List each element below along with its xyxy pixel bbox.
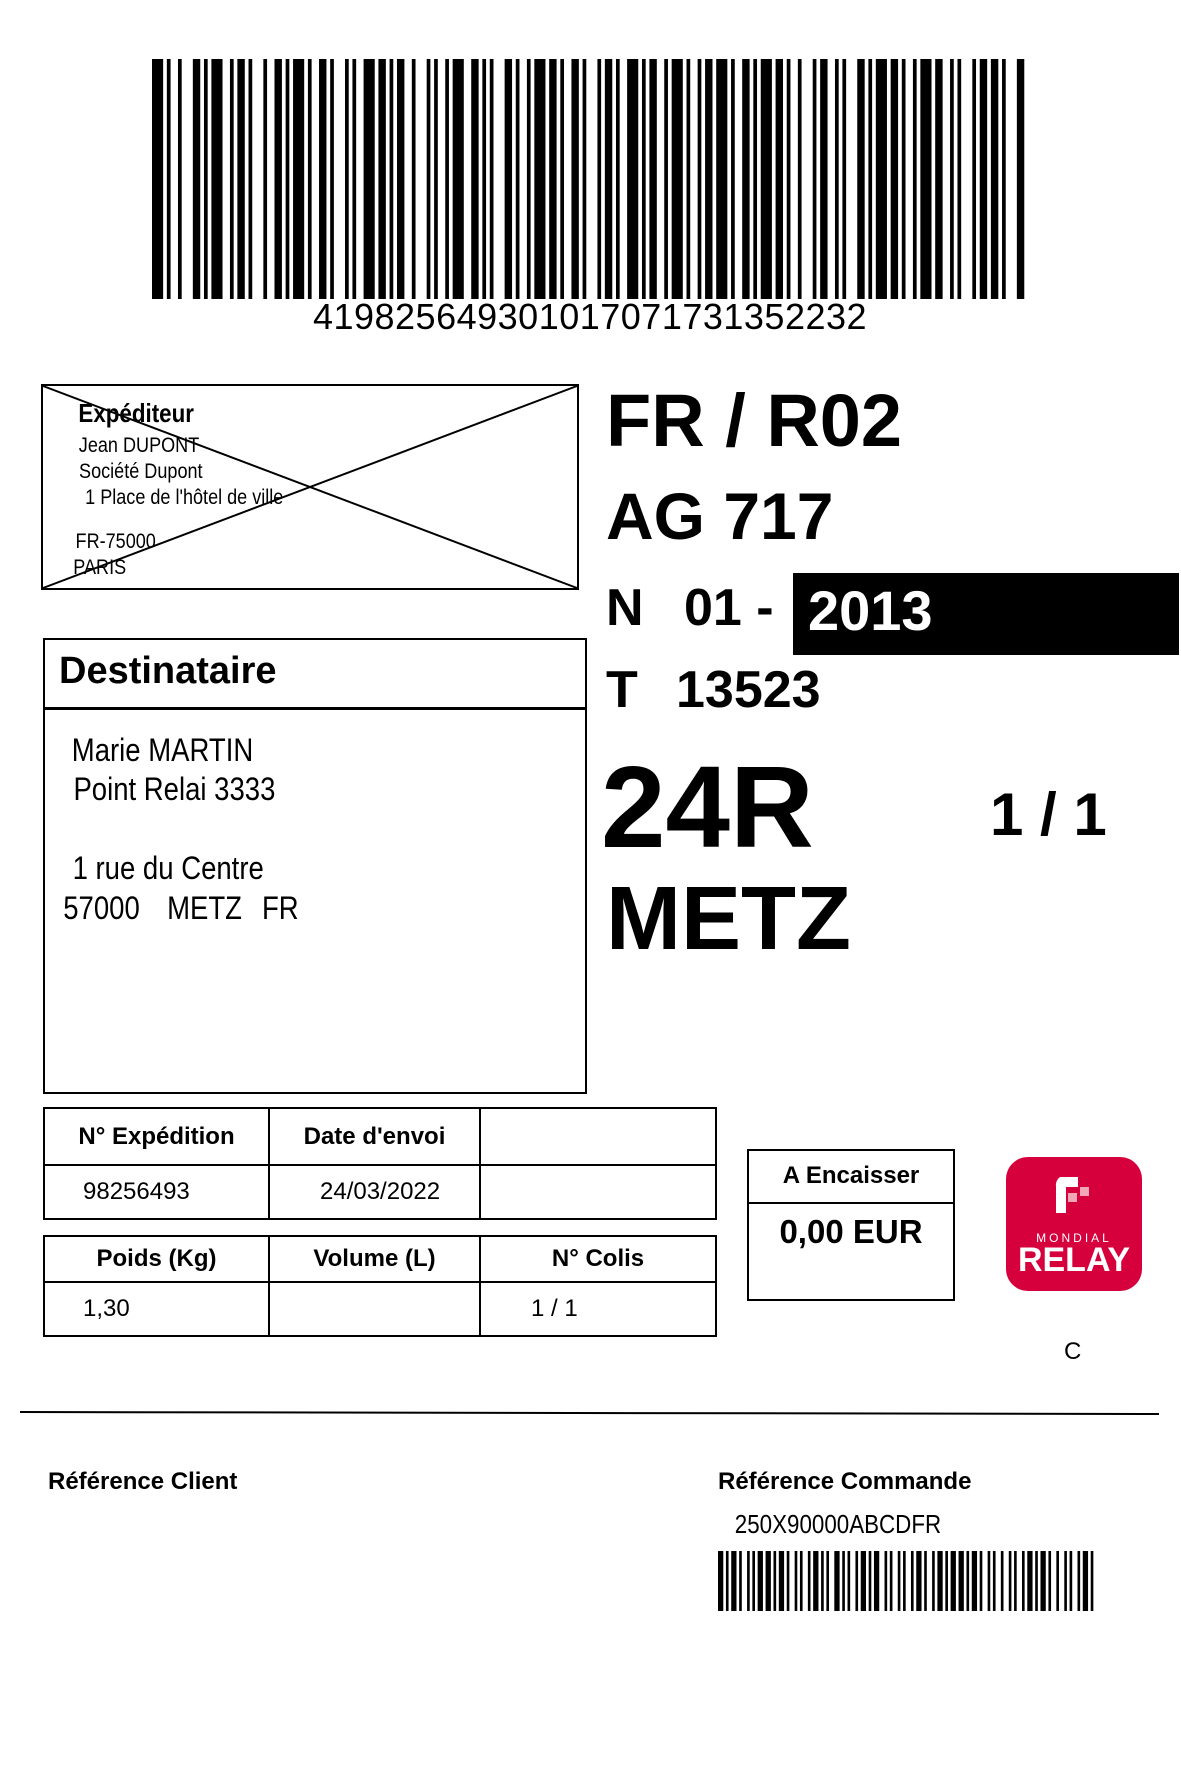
value-send-date: 24/03/2022 bbox=[269, 1165, 480, 1219]
barcode-bar bbox=[1070, 1551, 1073, 1611]
sender-title: Expéditeur bbox=[78, 398, 194, 428]
recipient-title: Destinataire bbox=[59, 650, 277, 692]
barcode-bar bbox=[890, 1551, 893, 1611]
barcode-bar bbox=[286, 59, 290, 299]
barcode-bar bbox=[664, 59, 668, 299]
cod-box bbox=[747, 1149, 955, 1301]
barcode-bar bbox=[364, 59, 375, 299]
barcode-bar bbox=[868, 59, 872, 299]
barcode-bar bbox=[505, 59, 512, 299]
barcode-bar bbox=[742, 59, 749, 299]
barcode-bar bbox=[237, 59, 244, 299]
recipient-country: FR bbox=[261, 890, 299, 926]
barcode-bar bbox=[1035, 1551, 1038, 1611]
routing-t-value: 13523 bbox=[676, 661, 821, 719]
barcode-bar bbox=[911, 1551, 914, 1611]
barcode-bar bbox=[779, 1551, 784, 1611]
barcode-bar bbox=[842, 59, 846, 299]
barcode-bar bbox=[950, 59, 954, 299]
sender-postal: FR-75000 bbox=[75, 530, 156, 553]
barcode-bar bbox=[1091, 1551, 1094, 1611]
value-weight: 1,30 bbox=[44, 1282, 269, 1336]
logo-line1: MONDIAL bbox=[1036, 1231, 1112, 1245]
barcode-bar bbox=[787, 1551, 790, 1611]
recipient-box bbox=[43, 638, 587, 1094]
barcode-bar bbox=[861, 1551, 866, 1611]
value-volume bbox=[269, 1282, 480, 1336]
order-barcode bbox=[718, 1551, 1096, 1611]
barcode-bar bbox=[571, 59, 578, 299]
barcode-bar bbox=[945, 1551, 948, 1611]
barcode-bar bbox=[980, 59, 987, 299]
barcode-bar bbox=[627, 59, 638, 299]
barcode-bar bbox=[820, 59, 827, 299]
barcode-bar bbox=[597, 59, 601, 299]
value-empty bbox=[480, 1165, 716, 1219]
barcode-bar bbox=[834, 1551, 839, 1611]
barcode-bar bbox=[1009, 1551, 1012, 1611]
logo-line2: RELAY bbox=[1017, 1241, 1131, 1279]
routing-city: METZ bbox=[606, 869, 851, 969]
barcode-bar bbox=[966, 1551, 969, 1611]
barcode-bar bbox=[869, 1551, 872, 1611]
barcode-bar bbox=[167, 59, 171, 299]
recipient-header bbox=[45, 640, 585, 710]
barcode-bar bbox=[378, 59, 385, 299]
barcode-bar bbox=[808, 1551, 811, 1611]
barcode-bar bbox=[891, 59, 898, 299]
header-parcel-number: N° Colis bbox=[480, 1236, 716, 1282]
barcode-bar bbox=[798, 59, 802, 299]
barcode-bar bbox=[549, 59, 556, 299]
barcode-bar bbox=[649, 59, 656, 299]
header-expedition: N° Expédition bbox=[44, 1108, 269, 1165]
barcode-bar bbox=[991, 59, 998, 299]
barcode-bar bbox=[211, 59, 222, 299]
parcel-table bbox=[43, 1235, 717, 1337]
tracking-barcode bbox=[152, 59, 1028, 299]
barcode-bar bbox=[857, 59, 864, 299]
barcode-bar bbox=[319, 59, 326, 299]
barcode-bar bbox=[397, 59, 404, 299]
barcode-bar bbox=[774, 1551, 777, 1611]
barcode-bar bbox=[345, 59, 349, 299]
barcode-bar bbox=[902, 59, 906, 299]
barcode-bar bbox=[898, 1551, 901, 1611]
barcode-bar bbox=[739, 1551, 742, 1611]
routing-n-label: N bbox=[606, 579, 644, 637]
barcode-bar bbox=[731, 1551, 736, 1611]
barcode-bar bbox=[698, 59, 702, 299]
barcode-bar bbox=[972, 1551, 977, 1611]
header-volume: Volume (L) bbox=[269, 1236, 480, 1282]
barcode-bar bbox=[924, 1551, 927, 1611]
barcode-bar bbox=[330, 59, 334, 299]
barcode-bar bbox=[718, 1551, 723, 1611]
barcode-bar bbox=[672, 59, 683, 299]
barcode-bar bbox=[957, 59, 961, 299]
barcode-bar bbox=[731, 59, 735, 299]
recipient-postcode: 57000 bbox=[63, 890, 140, 926]
barcode-bar bbox=[747, 1551, 750, 1611]
barcode-bar bbox=[932, 1551, 935, 1611]
barcode-bar bbox=[471, 59, 478, 299]
barcode-bar bbox=[178, 59, 182, 299]
mondial-relay-logo bbox=[1006, 1157, 1142, 1291]
barcode-bar bbox=[753, 59, 757, 299]
barcode-bar bbox=[885, 1551, 888, 1611]
barcode-bar bbox=[490, 59, 494, 299]
sender-address: 1 Place de l'hôtel de ville bbox=[85, 486, 284, 509]
barcode-bar bbox=[1083, 1551, 1088, 1611]
barcode-bar bbox=[263, 59, 267, 299]
barcode-bar bbox=[687, 59, 691, 299]
barcode-bar bbox=[752, 1551, 755, 1611]
barcode-bar bbox=[1014, 1551, 1017, 1611]
barcode-bar bbox=[903, 1551, 906, 1611]
barcode-bar bbox=[308, 59, 312, 299]
barcode-bar bbox=[842, 1551, 845, 1611]
barcode-bar bbox=[988, 1551, 991, 1611]
cod-amount: 0,00 EUR bbox=[779, 1213, 923, 1250]
barcode-bar bbox=[800, 1551, 803, 1611]
barcode-bar bbox=[766, 1551, 771, 1611]
routing-parcel-count: 1 / 1 bbox=[990, 781, 1107, 848]
barcode-bar bbox=[826, 1551, 829, 1611]
barcode-bar bbox=[1027, 1551, 1032, 1611]
routing-n-value: 01 - bbox=[684, 579, 774, 637]
routing-agency: AG 717 bbox=[606, 479, 834, 553]
barcode-bar bbox=[1048, 1551, 1051, 1611]
routing-zone-code: 24R bbox=[601, 742, 814, 872]
barcode-bar bbox=[249, 59, 253, 299]
barcode-bar bbox=[445, 59, 449, 299]
barcode-bar bbox=[716, 59, 727, 299]
barcode-bar bbox=[1078, 1551, 1081, 1611]
barcode-bar bbox=[821, 1551, 824, 1611]
barcode-bar bbox=[980, 1551, 983, 1611]
client-reference-label: Référence Client bbox=[48, 1468, 238, 1495]
shipment-table bbox=[43, 1107, 717, 1220]
barcode-bar bbox=[813, 59, 817, 299]
barcode-bar bbox=[795, 1551, 798, 1611]
barcode-bar bbox=[913, 59, 917, 299]
barcode-bar bbox=[560, 59, 564, 299]
order-reference-value: 250X90000ABCDFR bbox=[734, 1509, 942, 1539]
barcode-bar bbox=[412, 59, 416, 299]
barcode-bar bbox=[1040, 1551, 1045, 1611]
routing-country-zone: FR / R02 bbox=[606, 379, 903, 462]
header-weight: Poids (Kg) bbox=[44, 1236, 269, 1282]
barcode-bar bbox=[274, 59, 281, 299]
recipient-relay: Point Relai 3333 bbox=[73, 771, 276, 807]
routing-t-label: T bbox=[606, 661, 638, 719]
barcode-bar bbox=[152, 59, 163, 299]
barcode-bar bbox=[726, 1551, 729, 1611]
tracking-number: 419825649301017071731352232 bbox=[312, 296, 868, 337]
barcode-bar bbox=[787, 59, 791, 299]
recipient-name: Marie MARTIN bbox=[71, 732, 254, 768]
barcode-bar bbox=[1017, 59, 1024, 299]
barcode-bar bbox=[813, 1551, 818, 1611]
barcode-bar bbox=[916, 1551, 921, 1611]
barcode-bar bbox=[534, 59, 545, 299]
sender-box bbox=[41, 384, 579, 590]
barcode-bar bbox=[583, 59, 587, 299]
barcode-bar bbox=[705, 59, 712, 299]
barcode-bar bbox=[937, 1551, 942, 1611]
divider-line bbox=[20, 1411, 1159, 1415]
barcode-bar bbox=[758, 1551, 763, 1611]
barcode-bar bbox=[605, 59, 612, 299]
barcode-bar bbox=[453, 59, 464, 299]
barcode-bar bbox=[993, 1551, 996, 1611]
recipient-city: METZ bbox=[167, 890, 242, 926]
barcode-bar bbox=[204, 59, 208, 299]
routing-highlight-value: 2013 bbox=[808, 579, 933, 642]
value-expedition: 98256493 bbox=[44, 1165, 269, 1219]
barcode-bar bbox=[1001, 1551, 1004, 1611]
barcode-bar bbox=[293, 59, 304, 299]
sender-name: Jean DUPONT bbox=[78, 434, 200, 457]
sender-company: Société Dupont bbox=[79, 460, 203, 483]
barcode-bar bbox=[935, 59, 942, 299]
barcode-bar bbox=[193, 59, 200, 299]
barcode-bar bbox=[390, 59, 394, 299]
recipient-street: 1 rue du Centre bbox=[72, 850, 264, 886]
barcode-bar bbox=[876, 59, 887, 299]
barcode-bar bbox=[848, 1551, 851, 1611]
barcode-bar bbox=[527, 59, 531, 299]
barcode-bar bbox=[920, 59, 931, 299]
order-reference-label: Référence Commande bbox=[718, 1468, 972, 1495]
barcode-bar bbox=[434, 59, 438, 299]
barcode-bar bbox=[959, 1551, 964, 1611]
barcode-bar bbox=[1022, 1551, 1025, 1611]
barcode-bar bbox=[972, 59, 976, 299]
barcode-bar bbox=[230, 59, 234, 299]
barcode-bar bbox=[1064, 1551, 1067, 1611]
barcode-bar bbox=[776, 59, 783, 299]
service-code: C bbox=[1064, 1338, 1082, 1365]
barcode-bar bbox=[855, 1551, 858, 1611]
barcode-bar bbox=[951, 1551, 956, 1611]
cod-label: A Encaisser bbox=[749, 1151, 953, 1204]
barcode-bar bbox=[761, 59, 772, 299]
barcode-bar bbox=[642, 59, 646, 299]
barcode-bar bbox=[616, 59, 620, 299]
barcode-bar bbox=[516, 59, 520, 299]
barcode-bar bbox=[352, 59, 356, 299]
barcode-bar bbox=[874, 1551, 879, 1611]
barcode-bar bbox=[427, 59, 431, 299]
header-send-date: Date d'envoi bbox=[269, 1108, 480, 1165]
sender-city: PARIS bbox=[73, 556, 127, 579]
header-empty bbox=[480, 1108, 716, 1165]
barcode-bar bbox=[1002, 59, 1006, 299]
barcode-bar bbox=[835, 59, 839, 299]
barcode-bar bbox=[1056, 1551, 1059, 1611]
value-parcel-number: 1 / 1 bbox=[480, 1282, 716, 1336]
barcode-bar bbox=[482, 59, 486, 299]
